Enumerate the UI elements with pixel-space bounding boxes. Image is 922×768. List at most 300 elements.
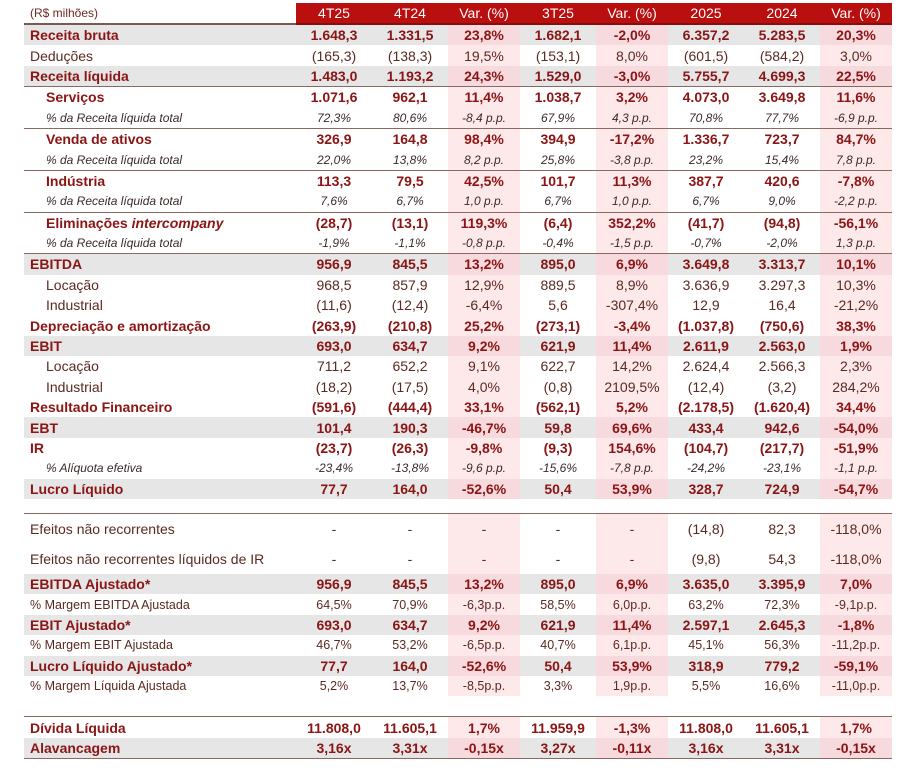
cell-value: 1.483,0 (296, 66, 372, 87)
cell-value: 2.563,0 (744, 336, 820, 356)
cell-value: 154,6% (596, 438, 668, 458)
cell-value: (23,7) (315, 440, 353, 456)
cell-value: -118,0% (820, 513, 892, 544)
cell-value: (12,4) (687, 378, 725, 395)
unit-label: (R$ milhões) (24, 3, 296, 24)
cell-value: 889,5 (540, 276, 576, 293)
cell-value: 13,7% (392, 679, 428, 694)
cell-value: 101,4 (296, 417, 372, 437)
cell-value: (14,8) (668, 513, 744, 544)
cell-value: -11,2p.p. (820, 635, 892, 655)
row-label (24, 24, 296, 45)
row-label-text: Depreciação e amortização (30, 317, 211, 334)
cell-value: 11.605,1 (372, 717, 448, 738)
cell-value: 42,5% (448, 170, 520, 191)
cell-value: 1,7% (820, 717, 892, 738)
cell-value: 72,3% (764, 597, 800, 612)
row-label-text: Industrial (46, 297, 103, 314)
cell-value: (12,4) (391, 297, 429, 314)
row-label-text: Locação (46, 358, 99, 375)
table-row (24, 377, 892, 397)
row-label (24, 738, 296, 759)
cell-value: 6,7% (692, 194, 720, 209)
row-label-text: % da Receita líquida total (46, 236, 183, 251)
cell-value: 1.648,3 (296, 24, 372, 45)
cell-value: 318,9 (668, 656, 744, 676)
table-row (24, 233, 892, 254)
cell-value: 58,5% (540, 597, 576, 612)
row-label-text: % da Receita líquida total (46, 110, 183, 125)
row-label (24, 397, 296, 417)
cell-value: 2.645,3 (744, 615, 820, 635)
row-label-text: Efeitos não recorrentes (30, 520, 175, 537)
cell-value: 693,0 (296, 615, 372, 635)
cell-value: 77,7 (296, 656, 372, 676)
row-label (24, 513, 296, 544)
spacer-cell (24, 499, 296, 514)
table-row (24, 66, 892, 87)
cell-value: 2.611,9 (668, 336, 744, 356)
cell-value: -8,4 p.p. (448, 108, 520, 129)
cell-value: 7,8 p.p. (820, 149, 892, 170)
cell-value: -1,1 p.p. (820, 458, 892, 478)
cell-value: 164,0 (372, 479, 448, 499)
spacer-cell (520, 499, 596, 514)
cell-value: 12,9% (448, 275, 520, 295)
spacer-cell (372, 499, 448, 514)
cell-value: -0,7% (690, 236, 722, 251)
row-label-text: EBITDA Ajustado* (30, 576, 151, 593)
cell-value: 895,0 (520, 574, 596, 594)
cell-value: (217,7) (759, 440, 805, 456)
column-header: Var. (%) (820, 3, 892, 24)
row-label (24, 635, 296, 655)
row-label-text: Receita líquida (30, 67, 129, 84)
cell-value: 652,2 (392, 358, 428, 375)
cell-value: (18,2) (315, 378, 353, 395)
row-label-text: IR (30, 440, 44, 456)
financial-results-table (24, 3, 892, 759)
cell-value: 3.636,9 (682, 276, 730, 293)
spacer-cell (596, 696, 668, 717)
cell-value: 2.566,3 (758, 358, 806, 375)
cell-value: - (372, 513, 448, 544)
cell-value: 12,9 (692, 297, 720, 314)
cell-value: 3.649,8 (668, 254, 744, 275)
cell-value: - (296, 513, 372, 544)
cell-value: 164,0 (372, 656, 448, 676)
cell-value: 46,7% (316, 638, 352, 653)
cell-value: (13,1) (372, 212, 448, 233)
cell-value: 622,7 (540, 358, 576, 375)
cell-value: -2,2 p.p. (820, 191, 892, 212)
row-label-text: Industrial (46, 378, 103, 395)
table-row (24, 615, 892, 635)
cell-value: 621,9 (520, 336, 596, 356)
cell-value: 50,4 (520, 656, 596, 676)
cell-value: 164,8 (372, 128, 448, 149)
cell-value: 19,5% (448, 45, 520, 65)
cell-value: 56,3% (764, 638, 800, 653)
cell-value: 11.808,0 (668, 717, 744, 738)
cell-value: (210,8) (387, 317, 433, 334)
cell-value: 4,0% (448, 377, 520, 397)
row-label (24, 108, 296, 129)
cell-value: 50,4 (520, 479, 596, 499)
cell-value: -7,8% (820, 170, 892, 191)
table-row (24, 438, 892, 458)
cell-value: - (448, 544, 520, 574)
row-label-text: % Margem EBITDA Ajustada (30, 597, 190, 612)
cell-value: 284,2% (820, 377, 892, 397)
cell-value: -1,9% (318, 236, 350, 251)
row-label (24, 170, 296, 191)
cell-value: 79,5 (372, 170, 448, 191)
cell-value: 8,0% (596, 45, 668, 65)
row-label (24, 417, 296, 437)
cell-value: -52,6% (448, 479, 520, 499)
cell-value: -1,3% (596, 717, 668, 738)
table-row (24, 544, 892, 574)
column-header: 2024 (744, 3, 820, 24)
cell-value: 2.624,4 (682, 358, 730, 375)
cell-value: -0,15x (448, 738, 520, 759)
cell-value: 72,3% (316, 110, 352, 125)
cell-value: 16,4 (768, 297, 796, 314)
cell-value: 845,5 (372, 574, 448, 594)
cell-value: -24,2% (686, 461, 726, 476)
row-label-text: % Margem Líquida Ajustada (30, 679, 187, 694)
cell-value: 3.635,0 (668, 574, 744, 594)
cell-value: 38,3% (820, 315, 892, 335)
table-row (24, 275, 892, 295)
column-header: 3T25 (520, 3, 596, 24)
cell-value: -2,0% (766, 236, 798, 251)
cell-value: 11,6% (820, 87, 892, 108)
cell-value: 956,9 (296, 254, 372, 275)
cell-value: (601,5) (683, 47, 729, 64)
row-label-text: Resultado Financeiro (30, 399, 173, 416)
cell-value: 13,2% (448, 254, 520, 275)
row-label-text: % da Receita líquida total (46, 152, 183, 167)
cell-value: -0,8 p.p. (448, 233, 520, 254)
cell-value: (153,1) (535, 47, 581, 64)
row-label (24, 458, 296, 478)
cell-value: 22,5% (820, 66, 892, 87)
cell-value: 53,9% (596, 479, 668, 499)
cell-value: (11,6) (316, 297, 352, 314)
cell-value: 69,6% (596, 417, 668, 437)
cell-value: 326,9 (296, 128, 372, 149)
cell-value: 190,3 (372, 417, 448, 437)
cell-value: 2109,5% (596, 377, 668, 397)
cell-value: 11,4% (596, 615, 668, 635)
row-label-text: Lucro Líquido Ajustado* (30, 657, 193, 674)
table-row (24, 417, 892, 437)
table-row (24, 295, 892, 315)
cell-value: (2.178,5) (677, 399, 735, 416)
cell-value: 11.959,9 (520, 717, 596, 738)
column-header: 4T24 (372, 3, 448, 24)
cell-value: 8,2 p.p. (448, 149, 520, 170)
cell-value: 54,3 (768, 550, 796, 567)
row-label-text: Venda de ativos (46, 131, 152, 148)
table-row (24, 356, 892, 376)
cell-value: 11.605,1 (744, 717, 820, 738)
row-label (24, 295, 296, 315)
row-label (24, 377, 296, 397)
table-row (24, 254, 892, 275)
table-row (24, 458, 892, 478)
row-label (24, 356, 296, 376)
table-row (24, 191, 892, 212)
column-header: 2025 (668, 3, 744, 24)
cell-value: 7,0% (820, 574, 892, 594)
cell-value: -1,5 p.p. (596, 233, 668, 254)
cell-value: 693,0 (296, 336, 372, 356)
cell-value: 3,31x (744, 738, 820, 759)
spacer-cell (448, 499, 520, 514)
row-label-text: Dívida Líquida (30, 719, 126, 736)
cell-value: 13,8% (392, 152, 428, 167)
cell-value: (3,2) (767, 378, 797, 395)
cell-value: - (448, 513, 520, 544)
row-label (24, 676, 296, 696)
row-label (24, 87, 296, 108)
cell-value: 1.071,6 (296, 87, 372, 108)
table-row (24, 635, 892, 655)
cell-value: 1,9p.p. (596, 676, 668, 696)
cell-value: 53,2% (392, 638, 428, 653)
cell-value: 433,4 (668, 417, 744, 437)
cell-value: 82,3 (744, 513, 820, 544)
cell-value: (1.620,4) (753, 399, 811, 416)
row-label (24, 574, 296, 594)
cell-value: -0,15x (820, 738, 892, 759)
cell-value: - (555, 550, 561, 567)
cell-value: 621,9 (520, 615, 596, 635)
cell-value: 14,2% (596, 356, 668, 376)
cell-value: 3,0% (820, 45, 892, 65)
cell-value: (94,8) (744, 212, 820, 233)
cell-value: 11,4% (448, 87, 520, 108)
column-header: 4T25 (296, 3, 372, 24)
cell-value: -54,0% (820, 417, 892, 437)
cell-value: -6,4% (448, 295, 520, 315)
cell-value: 67,9% (540, 110, 576, 125)
cell-value: 3,3% (543, 679, 573, 694)
table-row (24, 24, 892, 45)
cell-value: 845,5 (372, 254, 448, 275)
cell-value: 98,4% (448, 128, 520, 149)
cell-value: -51,9% (820, 438, 892, 458)
table-row (24, 513, 892, 544)
cell-value: (0,8) (543, 378, 573, 395)
cell-value: 942,6 (744, 417, 820, 437)
cell-value: 5,2% (596, 397, 668, 417)
row-label-text: Serviços (46, 89, 105, 106)
cell-value: -3,8 p.p. (596, 149, 668, 170)
cell-value: -2,0% (596, 24, 668, 45)
row-label-italic: intercompany (131, 214, 224, 231)
cell-value: -15,6% (538, 461, 578, 476)
cell-value: -6,3p.p. (448, 594, 520, 614)
row-label (24, 438, 296, 458)
spacer-cell (596, 499, 668, 514)
cell-value: 5,2% (319, 679, 349, 694)
cell-value: 1.193,2 (372, 66, 448, 87)
cell-value: 23,8% (448, 24, 520, 45)
row-label (24, 315, 296, 335)
table-row (24, 128, 892, 149)
cell-value: 3,16x (668, 738, 744, 759)
cell-value: 15,4% (764, 152, 800, 167)
cell-value: (263,9) (311, 317, 357, 334)
spacer-cell (24, 696, 296, 717)
table-row (24, 108, 892, 129)
cell-value: 895,0 (520, 254, 596, 275)
cell-value: 6,1p.p. (596, 635, 668, 655)
cell-value: (444,4) (387, 399, 433, 416)
cell-value: 1.336,7 (668, 128, 744, 149)
cell-value: 84,7% (820, 128, 892, 149)
cell-value: -8,5p.p. (448, 676, 520, 696)
row-label-text: EBIT Ajustado* (30, 616, 131, 633)
cell-value: 3,27x (520, 738, 596, 759)
cell-value: -1,1% (394, 236, 426, 251)
cell-value: 6,9% (596, 254, 668, 275)
cell-value: -307,4% (596, 295, 668, 315)
cell-value: -9,8% (448, 438, 520, 458)
cell-value: 956,9 (296, 574, 372, 594)
cell-value: 4,3 p.p. (596, 108, 668, 129)
cell-value: 1,0 p.p. (596, 191, 668, 212)
cell-value: (138,3) (387, 47, 433, 64)
cell-value: 3,31x (372, 738, 448, 759)
cell-value: 16,6% (764, 679, 800, 694)
cell-value: 24,3% (448, 66, 520, 87)
cell-value: 40,7% (540, 638, 576, 653)
cell-value: (17,5) (391, 378, 429, 395)
cell-value: -9,1p.p. (820, 594, 892, 614)
cell-value: -0,4% (542, 236, 574, 251)
cell-value: -3,0% (596, 66, 668, 87)
cell-value: 45,1% (688, 638, 724, 653)
cell-value: -17,2% (596, 128, 668, 149)
cell-value: 119,3% (448, 212, 520, 233)
table-row (24, 149, 892, 170)
spacer-cell (372, 696, 448, 717)
cell-value: 101,7 (520, 170, 596, 191)
spacer-cell (744, 696, 820, 717)
cell-value: 420,6 (744, 170, 820, 191)
cell-value: - (331, 550, 337, 567)
cell-value: 394,9 (520, 128, 596, 149)
cell-value: -1,8% (820, 615, 892, 635)
row-label-text: % da Receita líquida total (46, 194, 183, 209)
cell-value: 3.313,7 (744, 254, 820, 275)
cell-value: (562,1) (535, 399, 581, 416)
cell-value: 9,0% (768, 194, 796, 209)
cell-value: 1.529,0 (520, 66, 596, 87)
row-label (24, 45, 296, 65)
table-row (24, 717, 892, 738)
cell-value: 3.649,8 (744, 87, 820, 108)
cell-value: (591,6) (311, 399, 357, 416)
row-label-text: Receita bruta (30, 27, 119, 44)
cell-value: 113,3 (296, 170, 372, 191)
row-label (24, 656, 296, 676)
cell-value: (41,7) (668, 212, 744, 233)
cell-value: -21,2% (820, 295, 892, 315)
cell-value: 6,9% (596, 574, 668, 594)
spacer-row (24, 696, 892, 717)
cell-value: 4.073,0 (668, 87, 744, 108)
cell-value: -3,4% (596, 315, 668, 335)
spacer-row (24, 499, 892, 514)
table-row (24, 574, 892, 594)
table-row (24, 336, 892, 356)
row-label-text: Indústria (46, 172, 106, 189)
column-header: Var. (%) (596, 3, 668, 24)
row-label (24, 336, 296, 356)
row-label (24, 233, 296, 254)
row-label-text: EBT (30, 419, 58, 436)
cell-value: 8,9% (596, 275, 668, 295)
cell-value: (26,3) (391, 440, 429, 456)
cell-value: 11,3% (596, 170, 668, 191)
cell-value: 9,2% (448, 615, 520, 635)
cell-value: 1.038,7 (520, 87, 596, 108)
table-row (24, 212, 892, 233)
cell-value: 80,6% (392, 110, 428, 125)
cell-value: 4.699,3 (744, 66, 820, 87)
cell-value: -54,7% (820, 479, 892, 499)
cell-value: 59,8 (520, 417, 596, 437)
row-label-text: Alavancagem (30, 739, 121, 756)
cell-value: 1.682,1 (520, 24, 596, 45)
cell-value: 352,2% (596, 212, 668, 233)
table-row (24, 656, 892, 676)
row-label-text: Locação (46, 276, 99, 293)
table-row (24, 87, 892, 108)
cell-value: (273,1) (535, 317, 581, 334)
row-label (24, 128, 296, 149)
row-label (24, 275, 296, 295)
cell-value: 33,1% (448, 397, 520, 417)
cell-value: -52,6% (448, 656, 520, 676)
cell-value: 3,2% (596, 87, 668, 108)
cell-value: 63,2% (688, 597, 724, 612)
cell-value: 387,7 (668, 170, 744, 191)
cell-value: 6,7% (544, 194, 572, 209)
cell-value: 723,7 (744, 128, 820, 149)
cell-value: 1.331,5 (372, 24, 448, 45)
cell-value: 1,9% (820, 336, 892, 356)
cell-value: 2.597,1 (668, 615, 744, 635)
row-label (24, 717, 296, 738)
row-label-text: EBITDA (30, 256, 83, 273)
cell-value: 328,7 (668, 479, 744, 499)
cell-value: -0,11x (596, 738, 668, 759)
cell-value: 1,7% (448, 717, 520, 738)
cell-value: - (596, 513, 668, 544)
cell-value: - (407, 550, 413, 567)
row-label (24, 212, 296, 233)
row-label-text: % Alíquota efetiva (46, 461, 143, 476)
cell-value: 25,2% (448, 315, 520, 335)
cell-value: 634,7 (372, 336, 448, 356)
